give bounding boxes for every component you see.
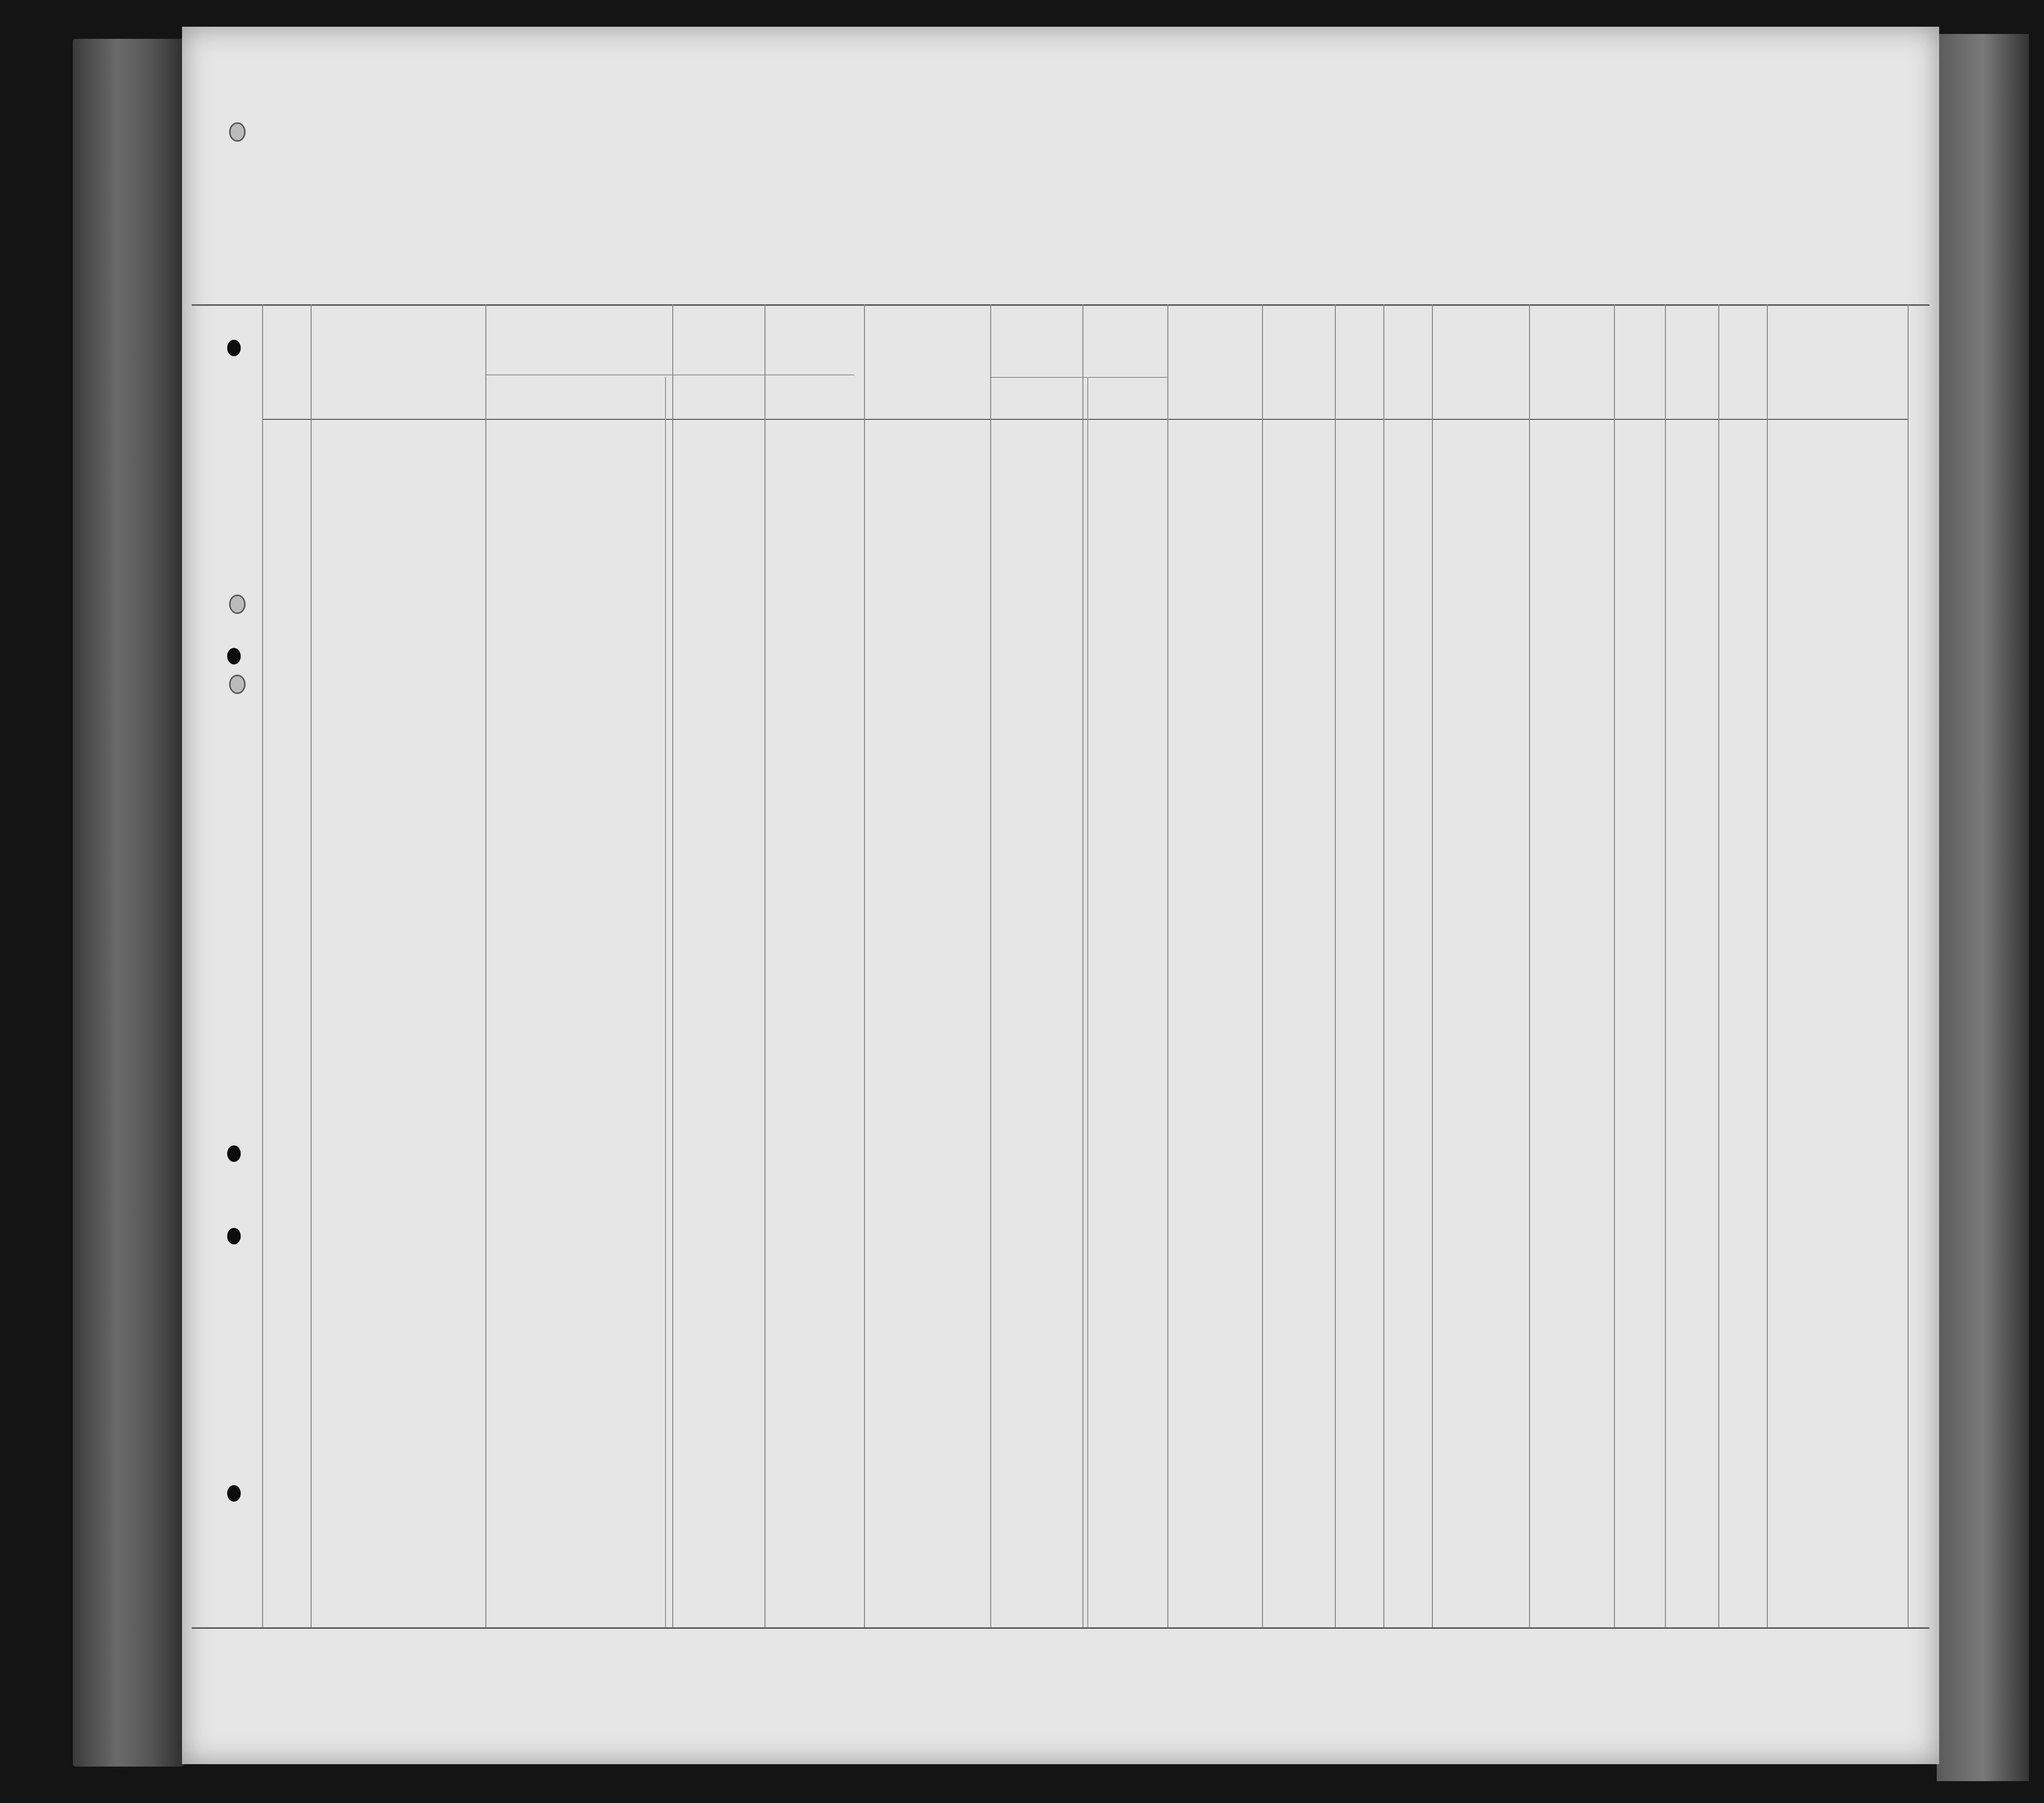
page-stack-edge (1937, 34, 2029, 1781)
column-rule (672, 304, 673, 1627)
column-rule (1908, 304, 1909, 1627)
punch-hole (229, 675, 246, 694)
punch-hole (227, 1485, 241, 1502)
column-rule (1529, 304, 1530, 1627)
column-rule (1665, 304, 1666, 1627)
column-rule (665, 377, 666, 1627)
column-rule (1262, 304, 1263, 1627)
column-rule (1432, 304, 1433, 1627)
punch-hole (227, 1228, 241, 1244)
column-rule (764, 304, 765, 1627)
shipped-sub-rule (990, 377, 1167, 378)
punch-hole (229, 595, 246, 614)
punch-hole (227, 648, 241, 664)
header-bottom-rule (262, 419, 1908, 420)
column-rule (1087, 377, 1088, 1627)
table-top-rule (192, 304, 1929, 306)
binder-spine (73, 39, 184, 1767)
column-rule (485, 304, 486, 1627)
column-rule (1718, 304, 1719, 1627)
column-rule (1614, 304, 1615, 1627)
punch-hole (227, 1145, 241, 1162)
column-rule (262, 304, 263, 1627)
punch-hole (227, 340, 241, 356)
punch-hole (229, 122, 246, 142)
column-rule (990, 304, 991, 1627)
column-rule (1082, 304, 1083, 1627)
column-rule (1167, 304, 1168, 1627)
column-rule (311, 304, 312, 1627)
column-rule (1335, 304, 1336, 1627)
column-rule (1383, 304, 1384, 1627)
table-bottom-rule (192, 1627, 1929, 1629)
column-rule (864, 304, 865, 1627)
manifest-sheet (182, 27, 1939, 1764)
column-rule (1767, 304, 1768, 1627)
